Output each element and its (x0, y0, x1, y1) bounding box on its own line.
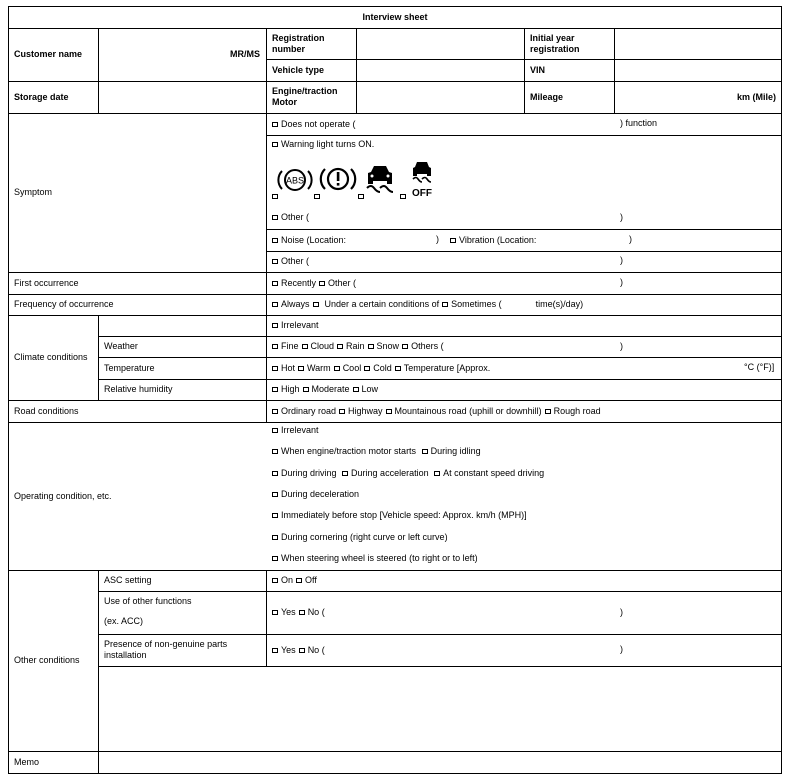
checkbox-icon[interactable] (302, 344, 308, 349)
warning-light-option[interactable] (266, 139, 782, 151)
operating-condition-label: Operating condition, etc. (14, 490, 112, 501)
customer-name-label: Customer name (14, 49, 83, 59)
symptom-label: Symptom (14, 187, 53, 197)
other-functions-example: (ex. ACC) (104, 616, 144, 626)
driving-text: During driving (281, 468, 337, 478)
checkbox-icon[interactable] (296, 578, 302, 583)
checkbox-icon[interactable] (272, 344, 278, 349)
operating-irrelevant-option[interactable] (266, 425, 782, 437)
no-text: No ( (307, 644, 325, 655)
no-text: No ( (307, 607, 325, 617)
checkbox-icon[interactable] (272, 281, 278, 286)
cool-text: Cool (342, 362, 362, 373)
first-occurrence-label: First occurrence (14, 277, 79, 288)
skid-icon (363, 164, 397, 198)
non-genuine-options[interactable] (266, 634, 782, 666)
steering-text: When steering wheel is steered (to right or to left) (281, 553, 478, 563)
highway-text: Highway (348, 405, 383, 416)
road-options[interactable] (266, 400, 782, 422)
rain-text: Rain (346, 341, 365, 351)
vibration-text: Vibration (Location: (459, 234, 537, 245)
frequency-label: Frequency of occurrence (14, 299, 114, 309)
checkbox-icon[interactable] (364, 366, 370, 371)
checkbox-icon[interactable] (353, 387, 359, 392)
checkbox-icon[interactable] (313, 302, 319, 307)
checkbox-icon[interactable] (272, 449, 278, 454)
temperature-options[interactable] (266, 357, 782, 379)
frequency-options[interactable] (266, 294, 782, 315)
close-paren: ) (629, 234, 632, 244)
checkbox-icon[interactable] (272, 238, 278, 243)
checkbox-icon[interactable] (272, 610, 278, 615)
fine-text: Fine (281, 341, 299, 351)
checkbox-icon[interactable] (272, 492, 278, 497)
recently-text: Recently (281, 277, 317, 288)
vin-field[interactable] (614, 59, 782, 81)
checkbox-icon[interactable] (342, 471, 348, 476)
brake-warning-icon (319, 164, 357, 194)
memo-field[interactable] (98, 751, 782, 773)
acceleration-text: During acceleration (351, 468, 429, 478)
initial-year-label: Initial year registration (530, 32, 580, 54)
sometimes-text: Sometimes ( (451, 299, 502, 309)
mileage-unit: km (Mile) (736, 91, 776, 102)
asc-options[interactable] (266, 570, 782, 591)
snow-text: Snow (376, 341, 400, 351)
cornering-text: During cornering (right curve or left curve) (281, 532, 448, 542)
checkbox-icon[interactable] (395, 366, 401, 371)
low-text: Low (361, 384, 379, 394)
skid-off-icon (408, 160, 436, 200)
mountainous-road-text: Mountainous road (uphill or downhill) (394, 405, 542, 416)
close-paren: ) (620, 277, 623, 287)
ordinary-road-text: Ordinary road (281, 405, 337, 416)
engine-starts-text: When engine/traction motor starts (281, 446, 417, 456)
mileage-label: Mileage (530, 91, 564, 102)
weather-options[interactable] (266, 336, 782, 357)
humidity-label: Relative humidity (104, 384, 173, 394)
before-stop-text: Immediately before stop [Vehicle speed: Approx. km/h (MPH)] (281, 510, 527, 520)
checkbox-icon[interactable] (272, 215, 278, 220)
other-text: Other ( (281, 256, 310, 266)
certain-conditions-text: Under a certain conditions of (324, 299, 440, 309)
cold-text: Cold (373, 362, 392, 373)
irrelevant-text: Irrelevant (281, 425, 319, 435)
close-paren: ) (620, 607, 623, 617)
engine-motor-label: Engine/traction Motor (272, 86, 338, 107)
close-paren: ) (620, 255, 623, 265)
checkbox-icon[interactable] (272, 366, 278, 371)
hot-text: Hot (281, 362, 296, 373)
checkbox-icon[interactable] (272, 556, 278, 561)
other-text: Other ( (281, 212, 310, 222)
weather-label: Weather (104, 341, 138, 351)
high-text: High (281, 384, 300, 394)
checkbox-icon[interactable] (298, 366, 304, 371)
mr-ms-label: MR/MS (230, 49, 260, 59)
driving-option[interactable] (266, 468, 782, 480)
warning-light-text: Warning light turns ON. (281, 139, 375, 149)
humidity-options[interactable] (266, 379, 782, 400)
checkbox-icon[interactable] (272, 302, 278, 307)
yes-text: Yes (281, 607, 296, 617)
steering-option[interactable] (266, 553, 782, 565)
engine-starts-option[interactable] (266, 446, 782, 458)
checkbox-icon[interactable] (368, 344, 374, 349)
checkbox-icon[interactable] (319, 281, 325, 286)
cloud-text: Cloud (310, 341, 335, 351)
checkbox-icon[interactable] (422, 449, 428, 454)
idling-text: During idling (430, 446, 481, 456)
checkbox-icon[interactable] (442, 302, 448, 307)
checkbox-icon[interactable] (272, 323, 278, 328)
symptom-other2-option[interactable] (266, 251, 782, 272)
other-conditions-label: Other conditions (14, 655, 80, 665)
temperature-label: Temperature (104, 362, 155, 373)
initial-year-field[interactable] (614, 28, 782, 59)
checkbox-icon[interactable] (272, 535, 278, 540)
checkbox-icon[interactable] (434, 471, 440, 476)
climate-irrelevant-option[interactable] (266, 315, 782, 336)
checkbox-icon[interactable] (299, 648, 305, 653)
irrelevant-text: Irrelevant (281, 320, 319, 330)
storage-date-label: Storage date (14, 91, 69, 102)
vehicle-type-field[interactable] (356, 59, 524, 81)
close-paren: ) (436, 234, 439, 244)
close-paren: ) (620, 341, 623, 351)
checkbox-icon[interactable] (337, 344, 343, 349)
checkbox-icon[interactable] (272, 648, 278, 653)
checkbox-icon[interactable] (400, 194, 406, 199)
storage-date-field[interactable] (98, 81, 266, 113)
close-paren: ) (620, 212, 623, 222)
moderate-text: Moderate (311, 384, 350, 394)
checkbox-icon[interactable] (299, 610, 305, 615)
constant-speed-text: At constant speed driving (443, 468, 545, 478)
checkbox-icon[interactable] (272, 428, 278, 433)
first-occurrence-options[interactable] (266, 272, 782, 294)
other-conditions-notes-field[interactable] (98, 666, 782, 751)
other-text: Other ( (328, 277, 357, 288)
checkbox-icon[interactable] (272, 387, 278, 392)
does-not-operate-text: Does not operate ( (281, 118, 356, 129)
other-functions-label: Use of other functions (104, 596, 192, 606)
engine-motor-field[interactable] (356, 81, 524, 113)
registration-number-field[interactable] (356, 28, 524, 59)
off-text: Off (305, 575, 317, 585)
deceleration-option[interactable] (266, 489, 782, 501)
vibration-option[interactable] (450, 229, 650, 251)
symptom-other-option[interactable] (266, 212, 782, 224)
others-text: Others ( (411, 341, 444, 351)
non-genuine-parts-label: Presence of non-genuine parts installation (104, 639, 228, 660)
off-text: OFF (412, 188, 432, 199)
road-conditions-label: Road conditions (14, 405, 79, 416)
svg-text:ABS: ABS (285, 175, 305, 186)
noise-option[interactable] (266, 229, 446, 251)
close-paren: ) (620, 644, 623, 654)
checkbox-icon[interactable] (272, 142, 278, 147)
checkbox-icon[interactable] (334, 366, 340, 371)
checkbox-icon[interactable] (272, 122, 278, 127)
function-text: ) function (620, 118, 658, 128)
checkbox-icon[interactable] (272, 513, 278, 518)
climate-label: Climate conditions (14, 352, 88, 362)
checkbox-icon[interactable] (402, 344, 408, 349)
checkbox-icon[interactable] (450, 238, 456, 243)
checkbox-icon[interactable] (339, 409, 345, 414)
checkbox-icon[interactable] (272, 259, 278, 264)
registration-number-label: Registration number (272, 32, 325, 54)
checkbox-icon[interactable] (272, 471, 278, 476)
cornering-option[interactable] (266, 532, 782, 544)
abs-warning-icon (276, 166, 314, 194)
temperature-unit: °C (°F)] (744, 362, 775, 372)
always-text: Always (281, 299, 310, 309)
yes-text: Yes (281, 644, 296, 655)
times-per-day-text: time(s)/day) (535, 299, 584, 309)
does-not-operate-option[interactable] (266, 113, 782, 135)
sheet-title: Interview sheet (362, 11, 428, 22)
on-text: On (281, 575, 294, 585)
asc-setting-label: ASC setting (104, 575, 152, 585)
noise-text: Noise (Location: (281, 234, 347, 245)
before-stop-option[interactable] (266, 510, 782, 522)
checkbox-icon[interactable] (545, 409, 551, 414)
checkbox-icon[interactable] (386, 409, 392, 414)
rough-road-text: Rough road (553, 405, 601, 416)
temperature-approx-text: Temperature [Approx. (403, 362, 491, 373)
checkbox-icon[interactable] (303, 387, 309, 392)
checkbox-icon[interactable] (272, 194, 278, 199)
warning-icons (271, 160, 471, 204)
memo-label: Memo (14, 756, 40, 767)
checkbox-icon[interactable] (272, 578, 278, 583)
warm-text: Warm (307, 362, 331, 373)
checkbox-icon[interactable] (272, 409, 278, 414)
deceleration-text: During deceleration (281, 489, 360, 499)
vehicle-type-label: Vehicle type (272, 64, 325, 75)
checkbox-icon[interactable] (314, 194, 320, 199)
vin-label: VIN (530, 64, 546, 75)
other-functions-options[interactable] (266, 591, 782, 634)
